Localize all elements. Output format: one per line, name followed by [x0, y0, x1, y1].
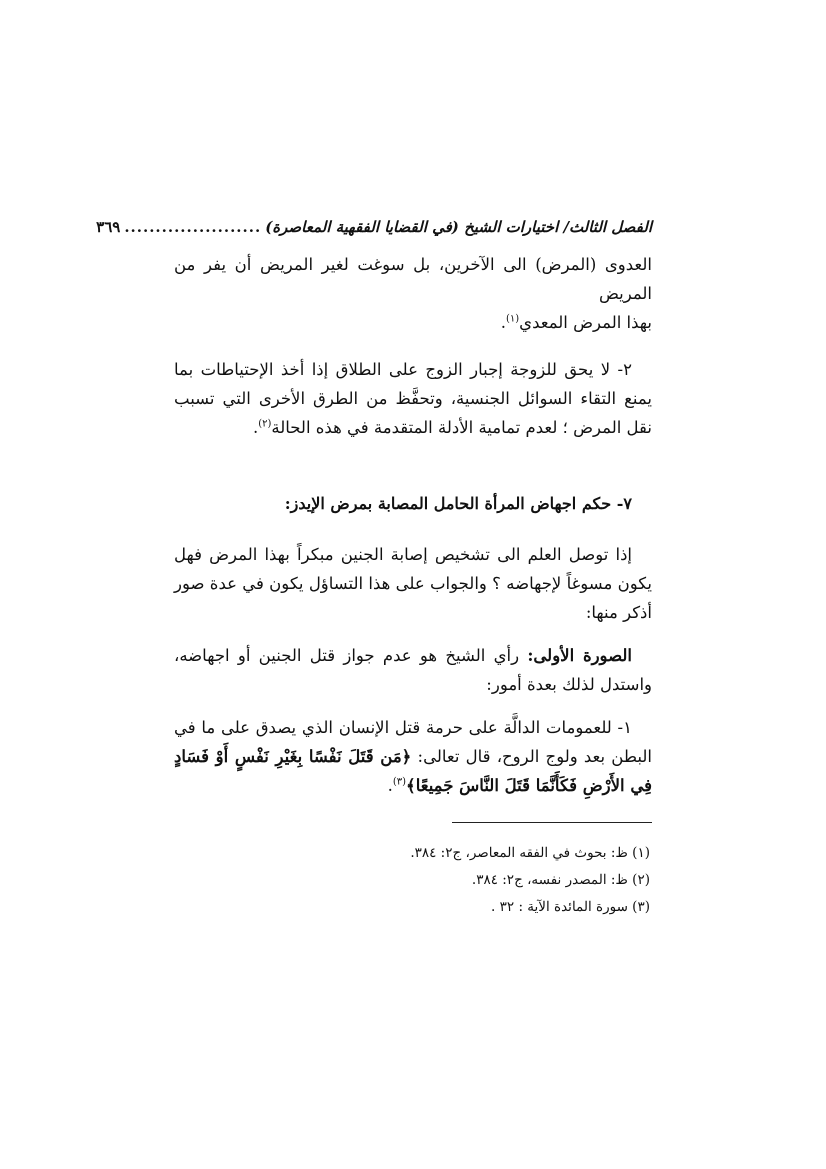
- footnote-ref-2[interactable]: (٢): [258, 418, 272, 430]
- paragraph-first-case: [174, 641, 652, 699]
- paragraph-point-2: [174, 355, 652, 442]
- sentence-end: .: [500, 313, 506, 332]
- paragraph-evidence-1: [174, 713, 652, 800]
- paragraph-text: ٢- لا يحق للزوجة إجبار الزوج على الطلاق إذا أخذ الإحتياطات بما يمنع التقاء السوائل الجنسية، وتحفَّظ من الطرق الأخرى التي تسبب نقل المرض ؛ لعدم تمامية الأدلة المتقدمة في هذه الحالة: [174, 360, 652, 437]
- section-heading: ٧- حكم اجهاض المرأة الحامل المصابة بمرض الإيدز:: [284, 494, 632, 513]
- sentence-end: .: [252, 418, 259, 437]
- paragraph-contagion: [174, 250, 652, 337]
- case-label: الصورة الأولى:: [527, 646, 632, 665]
- footnotes: [174, 840, 652, 921]
- sentence-end: .: [387, 776, 393, 795]
- footnote-divider: [452, 822, 652, 823]
- page-number: ٣٦٩: [96, 218, 121, 236]
- footnote-ref-3[interactable]: (٣): [392, 776, 407, 788]
- header-dots: ......................: [124, 218, 262, 236]
- paragraph-line: بهذا المرض المعدي: [519, 313, 652, 332]
- paragraph-text: ١- للعمومات الدالَّة على حرمة قتل الإنسان الذي يصدق على ما في البطن بعد ولوج الروح، قال تعالى:: [174, 718, 652, 766]
- footnote-3: (٣) سورة المائدة الآية : ٣٢ .: [491, 899, 650, 915]
- running-header: [96, 214, 652, 240]
- footnote-ref-1[interactable]: (١): [505, 313, 520, 325]
- page-content: [96, 214, 652, 800]
- paragraph-diagnosis: [174, 540, 652, 627]
- paragraph-text: رأي الشيخ هو عدم جواز قتل الجنين أو اجهاضه، واستدل لذلك بعدة أمور:: [174, 646, 652, 694]
- paragraph-line: العدوى (المرض) الى الآخرين، بل سوغت لغير المريض أن يفر من المريض: [174, 255, 652, 303]
- footnote-1: (١) ظ: بحوث في الفقه المعاصر، ج٢: ٣٨٤.: [410, 845, 650, 861]
- header-title: الفصل الثالث/ اختيارات الشيخ (في القضايا الفقهية المعاصرة): [265, 218, 652, 236]
- quran-verse: ﴿مَن قَتَلَ نَفْسًا بِغَيْرِ نَفْسٍ أَوْ فَسَادٍ فِي الأَرْضِ فَكَأَنَّمَا قَتَلَ النَّاسَ جَمِيعًا﴾: [174, 747, 652, 795]
- paragraph-text: إذا توصل العلم الى تشخيص إصابة الجنين مبكراً بهذا المرض فهل يكون مسوغاً لإجهاضه ؟ والجواب على هذا التساؤل يكون في عدة صور أذكر منها:: [174, 545, 652, 622]
- footnote-2: (٢) ظ: المصدر نفسه، ج٢: ٣٨٤.: [471, 872, 650, 888]
